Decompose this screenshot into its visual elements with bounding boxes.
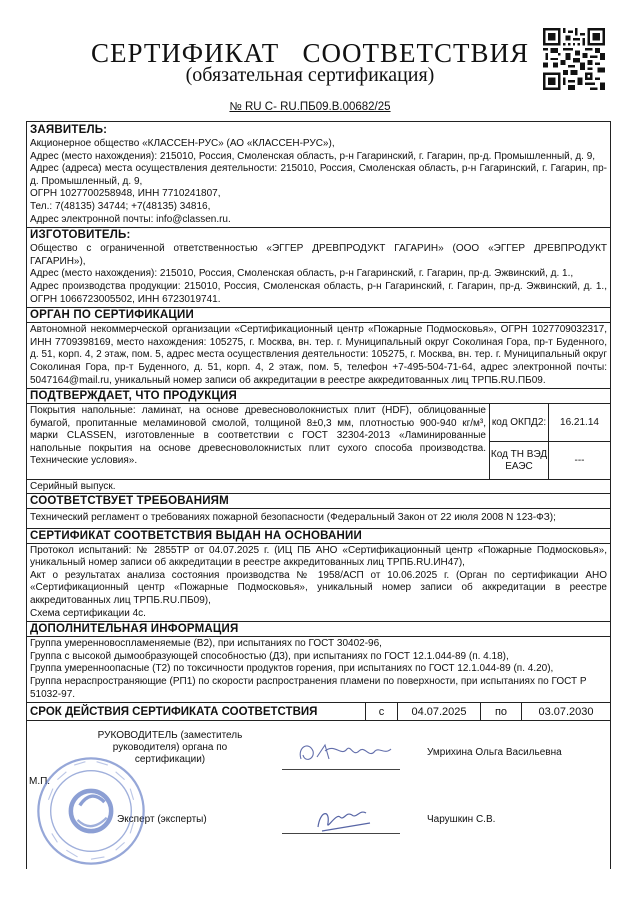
additional-line: Группа нераспространяющие (РП1) по скорости распространения пламени по поверхности, при испытаниях по ГОСТ Р 51032-97. (30, 676, 587, 700)
basis-text (27, 544, 610, 622)
qr-code-icon (543, 28, 605, 90)
head-signature-icon (295, 737, 395, 771)
head-name: Умрихина Ольга Васильевна (427, 747, 562, 759)
manufacturer-line: Адрес производства продукции: 215010, Россия, Смоленская область, р-н Гагаринский, г. Гагарин, пр-д. Эжвинский, д. 1., ОГРН 1066723005502, ИНН 6723019741. (30, 280, 607, 305)
certificate-number: № RU C- RU.ПБ09.В.00682/25 (229, 101, 391, 113)
serial-release: Серийный выпуск. (27, 479, 610, 493)
head-label: РУКОВОДИТЕЛЬ (заместитель руководителя) органа по сертификации) (97, 730, 243, 766)
manufacturer-text (27, 242, 610, 307)
signatures-block (27, 721, 610, 869)
certification-body-section (27, 308, 610, 389)
applicant-line: Тел.: 7(48135) 34744; +7(48135) 34816, (30, 200, 211, 212)
basis-heading: СЕРТИФИКАТ СООТВЕТСТВИЯ ВЫДАН НА ОСНОВАНИИ (27, 529, 610, 544)
manufacturer-section (27, 228, 610, 308)
tnved-row (490, 442, 610, 479)
validity-to-date: 03.07.2030 (538, 705, 594, 718)
applicant-line: Адрес (адреса) места осуществления деятельности: 215010, Россия, Смоленская область, р-н Гагаринский, г. Гагарин, пр-д. Промышленный, д. 9, (30, 163, 607, 187)
certificate-subtitle: (обязательная сертификация) (185, 64, 435, 86)
okpd2-label: код ОКПД2: (490, 404, 549, 441)
requirements-text: Технический регламент о требованиях пожарной безопасности (Федеральный Закон от 22 июля 2008 N 123-ФЗ); (30, 512, 556, 524)
product-section (27, 389, 610, 494)
basis-line: Протокол испытаний: № 2855ТР от 04.07.2025 г. (ИЦ ПБ АНО «Сертификационный центр «Пожарные Подмосковья», уникальный номер записи об аккредитации в реестре аккредитованных лиц ТРПБ.RU.ИН47), (30, 544, 607, 569)
manufacturer-line: Общество с ограниченной ответственностью «ЭГГЕР ДРЕВПРОДУКТ ГАГАРИН» (ООО «ЭГГЕР ДРЕВПРОДУКТ ГАГАРИН»), (30, 243, 607, 267)
certificate-frame (26, 121, 611, 869)
certification-stamp (35, 755, 147, 867)
certification-body-text: Автономной некоммерческой организации «Сертификационный центр «Пожарные Подмосковья», ОГРН 1027709032317, ИНН 7709398169, место нахождения: 105275, г. Москва, вн. тер. г. Муниципальный округ Соколиная Гора, пр-т Буденного, д. 51, корп. 4, 2 этаж, пом. 5, адрес места осуществления деятельности: 105275, г. Москва, вн. тер. г. Муниципальный округ Соколиная Гора, пр-т Буденного, д. 51, корп. 4, 2 этаж, пом. 5, телефон +7-495-504-71-64, адрес электронной почты: 5047164@mail.ru, уникальный номер записи об аккредитации в реестре аккредитованных лиц ТРПБ.RU.ПБ09. (30, 324, 607, 386)
applicant-line: Адрес (место нахождения): 215010, Россия, Смоленская область, р-н Гагаринский, г. Гагарин, пр-д. Промышленный, д. 9, (30, 150, 596, 162)
applicant-section (27, 122, 610, 228)
tnved-label: Код ТН ВЭД ЕАЭС (490, 442, 549, 479)
certification-body-heading: ОРГАН ПО СЕРТИФИКАЦИИ (27, 308, 610, 323)
basis-line: Схема сертификации 4с. (30, 607, 146, 619)
tnved-value: --- (574, 455, 585, 467)
product-heading: ПОДТВЕРЖДАЕТ, ЧТО ПРОДУКЦИЯ (27, 389, 610, 404)
additional-line: Группа с высокой дымообразующей способностью (Д3), при испытаниях по ГОСТ 12.1.044-89 (п. 4.18), (30, 650, 509, 662)
product-codes (490, 404, 610, 479)
applicant-line: Акционерное общество «КЛАССЕН-РУС» (АО «КЛАССЕН-РУС»), (30, 138, 335, 149)
expert-name: Чарушкин С.В. (427, 814, 496, 826)
manufacturer-heading: ИЗГОТОВИТЕЛЬ: (30, 229, 131, 242)
certificate-title: СЕРТИФИКАТ СООТВЕТСТВИЯ (90, 38, 530, 68)
requirements-heading: СООТВЕТСТВУЕТ ТРЕБОВАНИЯМ (27, 494, 610, 509)
okpd2-value: 16.21.14 (560, 417, 599, 429)
okpd2-row (490, 404, 610, 442)
expert-signature-icon (310, 803, 380, 837)
additional-info-section (27, 622, 610, 703)
applicant-heading: ЗАЯВИТЕЛЬ: (30, 124, 108, 136)
applicant-line: Адрес электронной почты: info@classen.ru. (30, 213, 231, 225)
validity-row (27, 703, 610, 721)
additional-info-heading: ДОПОЛНИТЕЛЬНАЯ ИНФОРМАЦИЯ (27, 622, 610, 637)
applicant-text (27, 137, 610, 227)
manufacturer-line: Адрес (место нахождения): 215010, Россия, Смоленская область, р-н Гагаринский, г. Гагарин, пр-д. Эжвинский, д. 1., (30, 268, 574, 280)
applicant-line: ОГРН 1027700258948, ИНН 7710241807, (30, 188, 221, 200)
additional-line: Группа умеренноопасные (Т2) по токсичности продуктов горения, при испытаниях по ГОСТ 12.1.044-89 (п. 4.20), (30, 663, 554, 675)
validity-from-date: 04.07.2025 (398, 703, 481, 720)
basis-section (27, 529, 610, 623)
validity-from-label: с (366, 703, 398, 720)
additional-info-text (27, 637, 610, 702)
expert-label: Эксперт (эксперты) (117, 814, 207, 826)
requirements-section (27, 494, 610, 529)
validity-heading: СРОК ДЕЙСТВИЯ СЕРТИФИКАТА СООТВЕТСТВИЯ (27, 703, 366, 720)
product-description: Покрытия напольные: ламинат, на основе древесноволокнистых плит (HDF), облицованные бумагой, пропитанные меламиновой смолой, толщиной 8±0,3 мм, плотностью 900-940 кг/м³, марки CLASSEN, изготовленные в соответствии с ГОСТ 32304-2013 «Ламинированные напольные покрытия на основе древесноволокнистых плит сухого способа производства. Технические условия». (27, 404, 490, 479)
basis-line: Акт о результатах анализа состояния производства № 1958/АСП от 10.06.2025 г. (Орган по сертификации АНО «Сертификационный центр «Пожарные Подмосковья», уникальный номер записи об аккредитации в реестре аккредитованных лиц ТРПБ.RU.ПБ09), (30, 569, 607, 607)
product-row (27, 404, 610, 479)
validity-to-label: по (481, 703, 522, 720)
mp-label: М.П. (29, 776, 51, 788)
additional-line: Группа умеренновоспламеняемые (В2), при испытаниях по ГОСТ 30402-96, (30, 638, 382, 650)
